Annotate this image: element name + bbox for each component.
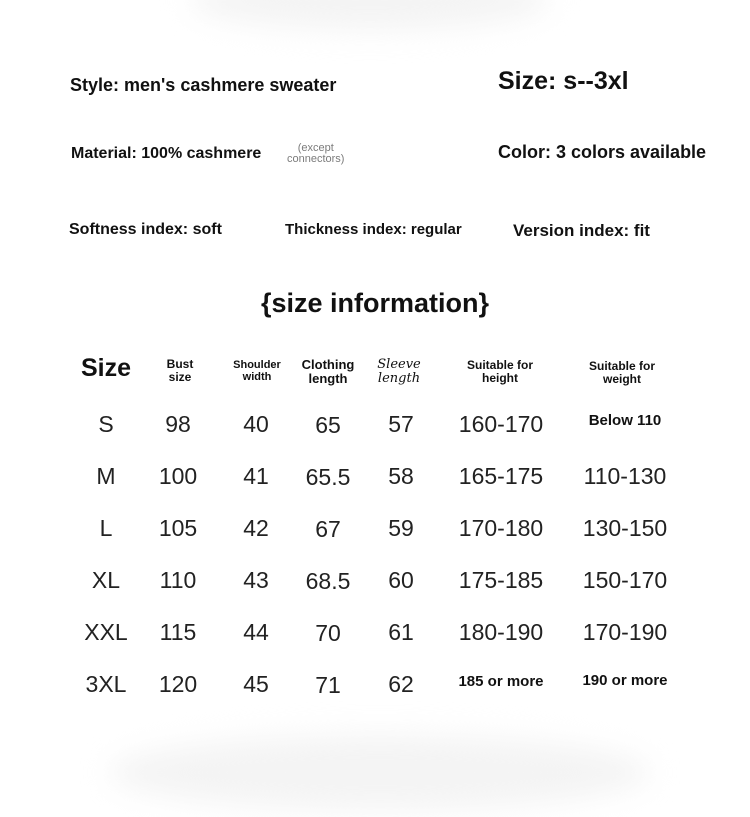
softness-info: Softness index: soft xyxy=(69,221,222,238)
header-weight xyxy=(570,360,674,385)
cell-bust: 100 xyxy=(158,463,198,489)
background-blob-top xyxy=(190,0,550,30)
header-bust-line-1: Bust xyxy=(166,357,194,371)
cell-clothing: 71 xyxy=(315,672,341,698)
header-sleeve xyxy=(370,358,428,385)
color-info: Color: 3 colors available xyxy=(498,142,707,162)
material-info: Material: 100% cashmere xyxy=(71,145,262,162)
header-clothing-line-2: length xyxy=(308,370,348,386)
cell-bust: 120 xyxy=(158,671,198,697)
cell-shoulder: 44 xyxy=(243,619,269,645)
cell-shoulder: 45 xyxy=(243,671,269,697)
cell-weight: 110-130 xyxy=(583,463,667,489)
cell-shoulder: 41 xyxy=(243,463,269,489)
cell-size: 3XL xyxy=(85,671,127,697)
header-shoulder-line-2: width xyxy=(242,370,272,383)
cell-clothing: 65 xyxy=(315,412,341,438)
cell-bust: 110 xyxy=(159,567,197,593)
cell-weight: 130-150 xyxy=(582,515,668,541)
cell-bust: 105 xyxy=(158,515,198,541)
cell-clothing: 67 xyxy=(315,516,341,542)
cell-height: 165-175 xyxy=(458,463,544,489)
header-clothing xyxy=(296,358,360,385)
cell-shoulder: 40 xyxy=(243,411,269,437)
material-note-line-1: (except xyxy=(297,142,334,154)
material-note xyxy=(287,143,344,165)
header-clothing-line-1: Clothing xyxy=(301,357,355,372)
cell-size: XL xyxy=(91,567,121,593)
header-height xyxy=(450,359,550,384)
section-title: {size information} xyxy=(260,288,490,318)
cell-height: 160-170 xyxy=(458,411,544,437)
cell-bust: 115 xyxy=(159,619,197,645)
cell-height: 185 or more xyxy=(458,673,544,690)
style-info: Style: men's cashmere sweater xyxy=(70,75,337,95)
cell-weight: 190 or more xyxy=(582,672,668,689)
cell-shoulder: 42 xyxy=(243,515,269,541)
header-shoulder xyxy=(226,360,288,383)
cell-size: M xyxy=(96,463,116,489)
cell-height: 175-185 xyxy=(458,567,544,593)
cell-size: S xyxy=(98,411,114,437)
header-sleeve-line-2: length xyxy=(377,370,421,386)
version-info: Version index: fit xyxy=(513,221,650,240)
cell-sleeve: 59 xyxy=(388,515,414,541)
cell-size: XXL xyxy=(84,619,128,645)
cell-sleeve: 60 xyxy=(388,567,414,593)
header-shoulder-line-1: Shoulder xyxy=(233,359,281,371)
cell-clothing: 70 xyxy=(315,620,341,646)
header-height-line-2: height xyxy=(482,370,518,385)
material-note-line-2: connectors) xyxy=(287,153,345,165)
cell-weight: Below 110 xyxy=(588,412,662,429)
cell-height: 170-180 xyxy=(458,515,544,541)
size-range-info: Size: s--3xl xyxy=(498,67,629,95)
cell-clothing: 68.5 xyxy=(305,568,351,594)
cell-weight: 150-170 xyxy=(582,567,668,593)
cell-sleeve: 61 xyxy=(388,619,414,645)
header-weight-line-1: Suitable for xyxy=(588,359,655,373)
cell-shoulder: 43 xyxy=(243,567,269,593)
cell-bust: 98 xyxy=(165,411,191,437)
cell-sleeve: 62 xyxy=(388,671,414,697)
header-weight-line-2: weight xyxy=(603,371,641,386)
cell-clothing: 65.5 xyxy=(305,464,351,490)
cell-height: 180-190 xyxy=(458,619,544,645)
cell-weight: 170-190 xyxy=(582,619,668,645)
header-bust-line-2: size xyxy=(168,369,192,384)
header-size: Size xyxy=(80,354,132,382)
cell-size: L xyxy=(99,515,113,541)
header-sleeve-line-1: Sleeve xyxy=(377,357,421,372)
cell-sleeve: 58 xyxy=(388,463,414,489)
background-blob-bottom xyxy=(110,735,650,810)
header-height-line-1: Suitable for xyxy=(466,358,533,372)
cell-sleeve: 57 xyxy=(388,411,414,437)
thickness-info: Thickness index: regular xyxy=(285,221,462,238)
header-bust xyxy=(150,358,210,383)
